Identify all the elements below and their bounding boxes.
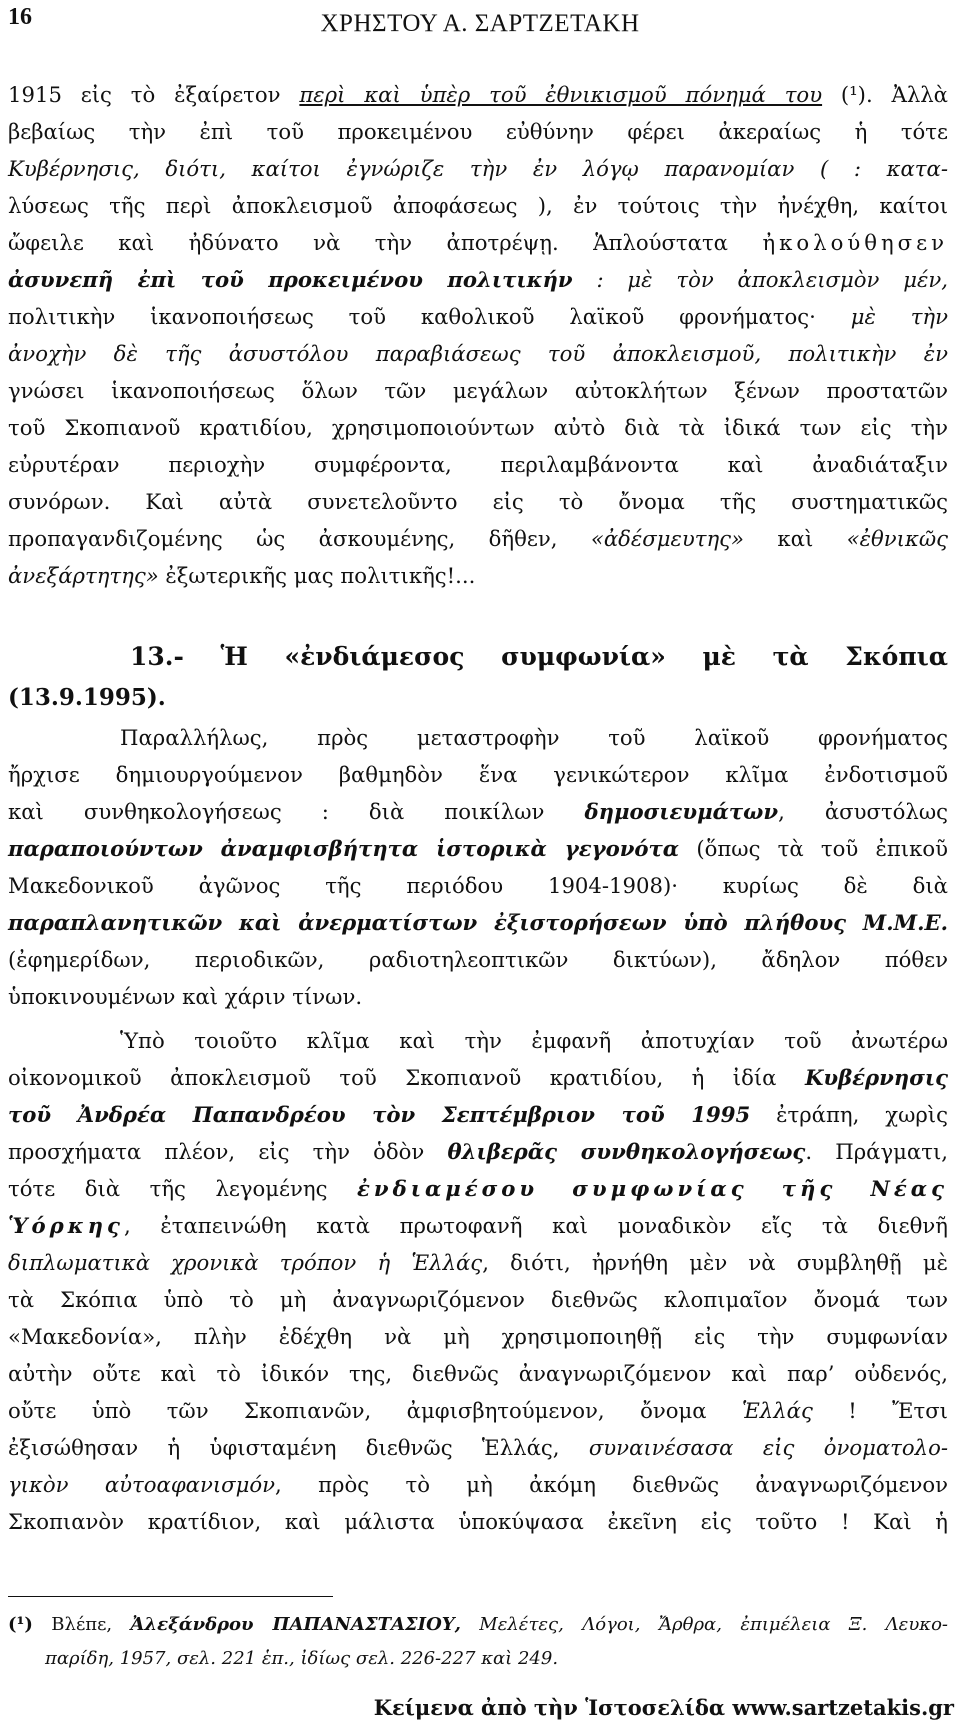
text-line: βεβαίως τὴν ἐπὶ τοῦ προκειμένου εὐθύνην φέρει ἀκεραίως ἡ τότε <box>8 119 948 144</box>
text-line: (ἐφημερίδων, περιοδικῶν, ραδιοτηλεοπτικῶν δικτύων), ἄδηλον πόθεν <box>8 947 948 972</box>
text-line: παραπλανητικῶν καὶ ἀνερματίστων ἐξιστορήσεων ὑπὸ πλήθους Μ.Μ.Ε. <box>8 910 948 935</box>
text-span: 1915 εἰς τὸ ἐξαίρετον <box>8 82 300 107</box>
footnote-line <box>8 1610 948 1640</box>
text-span: προπαγανδιζομένης ὡς ἀσκουμένης, δῆθεν, <box>8 526 591 551</box>
text-span: πολιτικὴν ἱκανοποιήσεως τοῦ καθολικοῦ λαϊκοῦ φρονήματος· <box>8 304 851 329</box>
text-line: ἤρχισε δημιουργούμενον βαθμηδὸν ἕνα γενικώτερον κλῖμα ἐνδοτισμοῦ <box>8 762 948 787</box>
text-span: παρίδη, 1957, σελ. 221 ἑπ., ἰδίως σελ. 226-227 καὶ 249. <box>45 1648 559 1669</box>
running-header-title: ΧΡΗΣΤΟΥ Α. ΣΑΡΤΖΕΤΑΚΗ <box>320 10 640 37</box>
text-line <box>8 1097 948 1133</box>
text-span: μὲ τὴν <box>850 304 948 329</box>
text-span: «ἐθνικῶς <box>846 526 948 551</box>
text-line: συνόρων. Καὶ αὐτὰ συνετελοῦντο εἰς τὸ ὄνομα τῆς συστηματικῶς <box>8 489 948 514</box>
text-span: συναινέσασα εἰς ὀνοματολο- <box>588 1435 948 1460</box>
text-span: , <box>552 1435 589 1460</box>
section-heading: 13.- Ἡ «ἐνδιάμεσος συμφωνία» μὲ τὰ Σκόπια <box>130 642 948 671</box>
page-footer: Κείμενα ἀπὸ τὴν Ἱστοσελίδα www.sartzetakis.gr <box>373 1695 954 1720</box>
text-line: γνώσει ἱκανοποιήσεως ὅλων τῶν μεγάλων αὐτοκλήτων ξένων προστατῶν <box>8 378 948 403</box>
text-span: ἐτράπη, χωρὶς <box>750 1102 948 1127</box>
text-line <box>8 1467 948 1503</box>
footnote-marker: (¹) <box>8 1614 33 1635</box>
text-line: λύσεως τῆς περὶ ἀποκλεισμοῦ ἀποφάσεως ), ἐν τούτοις τὴν ἠνέχθη, καίτοι <box>8 193 948 218</box>
text-span: ὤφειλε καὶ ἠδύνατο νὰ τὴν ἀποτρέψῃ. Ἁπλούστατα <box>8 230 763 255</box>
text-span: , διότι, ἠρνήθη μὲν νὰ συμβληθῇ μὲ <box>482 1250 948 1275</box>
text-span: διπλωματικὰ χρονικὰ τρόπον ἡ Ἑλλάς <box>8 1250 483 1275</box>
text-line <box>8 1430 948 1466</box>
emphasis-text: ἐνδιαμέσου συμφωνίας τῆς Νέας <box>357 1176 948 1201</box>
text-line <box>8 1208 948 1244</box>
text-span: , πρὸς τὸ μὴ ἀκόμη διεθνῶς ἀναγνωριζόμενον <box>275 1472 948 1497</box>
text-span: ἐξωτερικῆς μας πολιτικῆς!... <box>158 563 476 588</box>
footnote-author: Ἀλεξάνδρου ΠΑΠΑΝΑΣΤΑΣΙΟΥ, <box>130 1614 461 1635</box>
text-span: Μελέτες, Λόγοι, Ἄρθρα, ἐπιμέλεια Ξ. Λευκο- <box>460 1614 949 1635</box>
text-line: ὑποκινουμένων καὶ χάριν τίνων. <box>8 984 363 1009</box>
text-line <box>8 558 948 594</box>
text-span: γικὸν αὐτοαφανισμόν <box>8 1472 276 1497</box>
text-span: τότε διὰ τῆς λεγομένης <box>8 1176 357 1201</box>
text-line <box>8 1171 948 1207</box>
text-span: . Πράγματι, <box>805 1139 948 1164</box>
emphasis-text: ἀσυνεπῆ ἐπὶ τοῦ προκειμένου πολιτικήν <box>8 267 573 292</box>
text-line <box>8 1393 948 1429</box>
text-line <box>8 1060 948 1096</box>
text-span: προσχήματα πλέον, εἰς τὴν ὁδὸν <box>8 1139 448 1164</box>
text-line: τοῦ Σκοπιανοῦ κρατιδίου, χρησιμοποιούντων αὐτὸ διὰ τὰ ἰδικά των εἰς τὴν <box>8 415 948 440</box>
text-line <box>8 225 948 261</box>
emphasis-text: παραποιούντων ἀναμφισβήτητα ἱστορικὰ γεγονότα <box>8 836 680 861</box>
text-line: Σκοπιανὸν κρατίδιον, καὶ μάλιστα ὑποκύψασα ἐκεῖνη εἰς τοῦτο ! Καὶ ἡ <box>8 1509 948 1534</box>
emphasis-text: Ὑόρκης <box>8 1213 124 1238</box>
text-span: , ἐταπεινώθη κατὰ πρωτοφανῆ καὶ μοναδικὸν εἴς τὰ διεθνῆ <box>123 1213 948 1238</box>
text-line <box>8 521 948 557</box>
footnote-line <box>45 1644 945 1674</box>
text-line: Κυβέρνησις, διότι, καίτοι ἐγνώριζε τὴν ἐν λόγῳ παρανομίαν ( : κατα- <box>8 156 948 181</box>
text-line: ἀνοχὴν δὲ τῆς ἀσυστόλου παραβιάσεως τοῦ ἀποκλεισμοῦ, πολιτικὴν ἐν <box>8 341 948 366</box>
emphasis-text: θλιβερᾶς συνθηκολογήσεως <box>447 1139 806 1164</box>
text-line: «Μακεδονία», πλὴν ἐδέχθη νὰ μὴ χρησιμοποιηθῇ εἰς τὴν συμφωνίαν <box>8 1324 948 1349</box>
text-span: καὶ συνθηκολογήσεως : διὰ ποικίλων <box>8 799 585 824</box>
text-line: Μακεδονικοῦ ἀγῶνος τῆς περιόδου 1904-1908)· κυρίως δὲ διὰ <box>8 873 948 898</box>
text-line <box>8 794 948 830</box>
text-span: , ἀσυστόλως <box>778 799 948 824</box>
page-number: 16 <box>8 4 32 30</box>
text-line: Παραλλήλως, πρὸς μεταστροφὴν τοῦ λαϊκοῦ φρονήματος <box>120 725 948 750</box>
section-date: (13.9.1995). <box>8 684 166 711</box>
text-span: «ἀδέσμευτης» <box>590 526 744 551</box>
text-line: τὰ Σκόπια ὑπὸ τὸ μὴ ἀναγνωριζόμενον διεθνῶς κλοπιμαῖον ὄνομά των <box>8 1287 948 1312</box>
text-line <box>8 262 948 298</box>
text-span: οὔτε ὑπὸ τῶν Σκοπιανῶν, ἀμφισβητούμενον, ὄνομα <box>8 1398 742 1423</box>
text-span: (ὅπως τὰ τοῦ ἐπικοῦ <box>679 836 948 861</box>
text-line: Ὑπὸ τοιοῦτο κλῖμα καὶ τὴν ἐμφανῆ ἀποτυχίαν τοῦ ἀνωτέρω <box>120 1028 948 1053</box>
text-span: Ἑλλάς <box>741 1398 813 1423</box>
text-span: : μὲ τὸν ἀποκλεισμὸν μέν, <box>572 267 948 292</box>
text-span: ! Ἔτσι <box>812 1398 948 1423</box>
text-line <box>8 1245 948 1281</box>
text-span: ἀνεξάρτητης» <box>8 563 159 588</box>
text-line <box>8 77 948 113</box>
text-span: οἰκονομικοῦ ἀποκλεισμοῦ τοῦ Σκοπιανοῦ κρατιδίου, ἡ ἰδία <box>8 1065 805 1090</box>
spaced-text: ἠκολούθησεν <box>762 230 948 255</box>
text-span: (¹). Ἀλλὰ <box>822 82 948 107</box>
text-line: εὐρυτέραν περιοχὴν συμφέροντα, περιλαμβάνοντα καὶ ἀναδιάταξιν <box>8 452 948 477</box>
footnote-divider <box>8 1596 333 1597</box>
text-span: καὶ <box>743 526 847 551</box>
underlined-title: περὶ καὶ ὑπὲρ τοῦ ἐθνικισμοῦ πόνημά του <box>299 82 823 107</box>
text-line: αὐτὴν οὔτε καὶ τὸ ἰδικόν της, διεθνῶς ἀναγνωριζόμενον καὶ παρ’ οὐδενός, <box>8 1361 948 1386</box>
text-line <box>8 1134 948 1170</box>
emphasis-text: τοῦ Ἀνδρέα Παπανδρέου τὸν Σεπτέμβριον τοῦ 1995 <box>8 1102 751 1127</box>
text-span: Βλέπε, <box>32 1614 131 1635</box>
text-line <box>8 299 948 335</box>
emphasis-text: Κυβέρνησις <box>804 1065 948 1090</box>
text-span: ἐξισώθησαν ἡ ὑφισταμένη διεθνῶς Ἑλλάς <box>8 1435 553 1460</box>
text-line <box>8 831 948 867</box>
emphasis-text: δημοσιευμάτων <box>584 799 779 824</box>
